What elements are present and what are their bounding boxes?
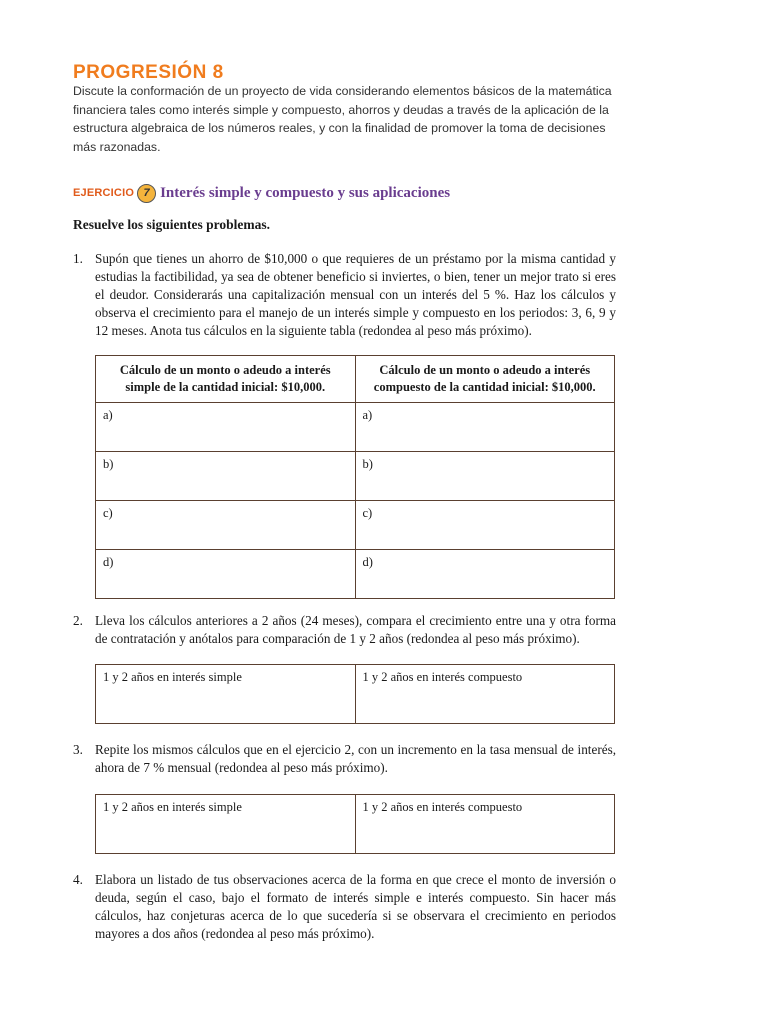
monthly-calculation-table: [95, 355, 615, 599]
problem-text: Lleva los cálculos anteriores a 2 años (24 meses), compara el crecimiento entre una y otra forma de contratación y anótalos para comparación de 1 y 2 años (redondea al peso más próximo).: [95, 613, 616, 646]
answer-cell[interactable]: d): [96, 550, 356, 599]
progression-title: PROGRESIÓN 8: [73, 62, 224, 83]
problem-1: [73, 250, 616, 340]
answer-cell[interactable]: a): [355, 403, 615, 452]
problem-4: [73, 871, 616, 943]
table-row: [96, 501, 615, 550]
problem-2: [73, 612, 616, 648]
answer-cell-compound[interactable]: 1 y 2 años en interés compuesto: [355, 665, 615, 724]
two-year-table-7pct: [95, 794, 615, 854]
answer-cell-compound[interactable]: 1 y 2 años en interés compuesto: [355, 795, 615, 854]
table-row: [96, 452, 615, 501]
problem-number: 4.: [73, 872, 83, 887]
problem-3: [73, 741, 616, 777]
exercise-title: Interés simple y compuesto y sus aplicaciones: [160, 184, 451, 201]
answer-cell-simple[interactable]: 1 y 2 años en interés simple: [96, 665, 356, 724]
problem-number: 3.: [73, 742, 83, 757]
problem-number: 2.: [73, 613, 83, 628]
answer-cell[interactable]: b): [96, 452, 356, 501]
exercise-label: EJERCICIO: [73, 187, 135, 199]
exercise-header: [73, 182, 450, 204]
answer-cell-simple[interactable]: 1 y 2 años en interés simple: [96, 795, 356, 854]
problem-text: Supón que tienes un ahorro de $10,000 o que requieres de un préstamo por la misma cantidad y estudias la factibilidad, ya sea de obtener beneficio si inviertes, o bien, tener un mejor trato si eres el deudor. Considerarás una capitalización mensual con un interés del 5 %. Haz los cálculos y observa el crecimiento para el manejo de un interés simple y compuesto en los periodos: 3, 6, 9 y 12 meses. Anota tus cálculos en la siguiente tabla (redondea al peso más próximo).: [95, 251, 616, 338]
table-row: [96, 403, 615, 452]
answer-cell[interactable]: a): [96, 403, 356, 452]
answer-cell[interactable]: c): [355, 501, 615, 550]
exercise-instruction: Resuelve los siguientes problemas.: [73, 217, 271, 232]
answer-cell[interactable]: b): [355, 452, 615, 501]
problem-number: 1.: [73, 251, 83, 266]
answer-cell[interactable]: d): [355, 550, 615, 599]
two-year-table-5pct: [95, 664, 615, 724]
progression-intro: Discute la conformación de un proyecto de vida considerando elementos básicos de la matemática financiera tales como interés simple y compuesto, ahorros y deudas a través de la aplicación de la estructura algebraica de los números reales, y con la finalidad de promover la toma de decisiones más razonadas.: [73, 84, 612, 154]
answer-cell[interactable]: c): [96, 501, 356, 550]
problem-text: Repite los mismos cálculos que en el ejercicio 2, con un incremento en la tasa mensual de interés, ahora de 7 % mensual (redondea al peso más próximo).: [95, 742, 616, 775]
table-header-compound: Cálculo de un monto o adeudo a interés compuesto de la cantidad inicial: $10,000.: [355, 356, 615, 403]
problem-text: Elabora un listado de tus observaciones acerca de la forma en que crece el monto de inversión o deuda, según el caso, bajo el formato de interés simple e interés compuesto. Sin hacer más cálculos, haz conjeturas acerca de lo que sucedería si se observara el crecimiento en periodos mayores a dos años (redondea al peso más próximo).: [95, 872, 616, 941]
table-header-simple: Cálculo de un monto o adeudo a interés simple de la cantidad inicial: $10,000.: [96, 356, 356, 403]
exercise-number-badge: 7: [137, 184, 156, 203]
table-row: [96, 550, 615, 599]
